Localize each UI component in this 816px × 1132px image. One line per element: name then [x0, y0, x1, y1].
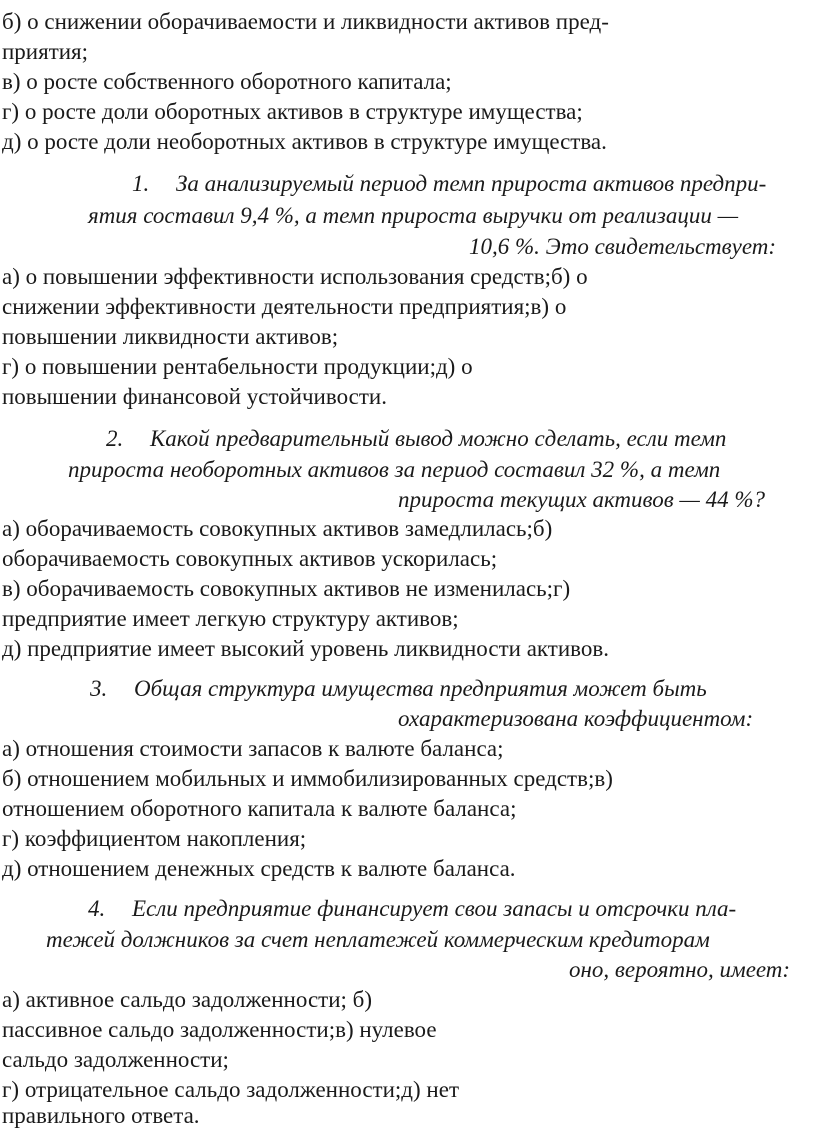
- question-3-text-1: Общая структура имущества предприятия может быть: [134, 676, 707, 701]
- q1-answer-3: повышении ликвидности активов;: [2, 324, 339, 349]
- q4-answer-1: а) активное сальдо задолженности; б): [2, 987, 373, 1012]
- q4-answer-2: пассивное сальдо задолженности;в) нулевое: [2, 1017, 437, 1042]
- question-4-text-1: Если предприятие финансирует свои запасы и отсрочки пла-: [132, 896, 737, 921]
- question-2-text-1: Какой предварительный вывод можно сделать, если темп: [150, 426, 727, 451]
- question-1-number: 1.: [132, 171, 150, 196]
- q1-answer-4: г) о повышении рентабельности продукции;д) о: [2, 354, 473, 379]
- q2-answer-4: предприятие имеет легкую структуру активов;: [2, 606, 459, 631]
- question-3-line-2: охарактеризована коэффициентом:: [398, 706, 754, 731]
- q3-answer-3: отношением оборотного капитала к валюте баланса;: [2, 796, 517, 821]
- question-2-number: 2.: [106, 426, 124, 451]
- q4-answer-3: сальдо задолженности;: [2, 1047, 229, 1072]
- question-2-line-3: прироста текущих активов — 44 %?: [398, 487, 766, 512]
- q2-answer-1: а) оборачиваемость совокупных активов замедлилась;б): [2, 516, 553, 541]
- q2-answer-5: д) предприятие имеет высокий уровень ликвидности активов.: [2, 636, 609, 661]
- q2-answer-2: оборачиваемость совокупных активов ускорилась;: [2, 546, 498, 571]
- answer-line-g: г) о росте доли оборотных активов в структуре имущества;: [2, 99, 583, 124]
- answer-line-d: д) о росте доли необоротных активов в структуре имущества.: [2, 129, 607, 154]
- question-2-line-1: [106, 425, 726, 453]
- q4-answer-5: правильного ответа.: [2, 1103, 200, 1128]
- question-1-text-1: За анализируемый период темп прироста активов предпри-: [176, 171, 767, 196]
- question-4-line-1: [88, 895, 736, 923]
- question-2-line-2: прироста необоротных активов за период составил 32 %, а темп: [68, 457, 721, 482]
- q1-answer-2: снижении эффективности деятельности предприятия;в) о: [2, 294, 567, 319]
- question-4-line-2: тежей должников за счет неплатежей коммерческим кредиторам: [46, 927, 710, 952]
- question-3-line-1: [90, 675, 707, 703]
- question-4-number: 4.: [88, 896, 106, 921]
- q2-answer-3: в) оборачиваемость совокупных активов не изменилась;г): [2, 576, 571, 601]
- answer-line-b: б) о снижении оборачиваемости и ликвидности активов пред-: [2, 9, 609, 34]
- q4-answer-4: г) отрицательное сальдо задолженности;д) нет: [2, 1077, 459, 1102]
- q3-answer-1: а) отношения стоимости запасов к валюте баланса;: [2, 736, 504, 761]
- q3-answer-4: г) коэффициентом накопления;: [2, 826, 307, 851]
- question-1-line-2: ятия составил 9,4 %, а темп прироста выручки от реализации —: [88, 203, 739, 228]
- q3-answer-2: б) отношением мобильных и иммобилизированных средств;в): [2, 766, 613, 791]
- answer-line-b-cont: приятия;: [2, 39, 89, 64]
- question-1-line-3: 10,6 %. Это свидетельствует:: [469, 234, 777, 259]
- question-1-line-1: [132, 170, 766, 198]
- q1-answer-5: повышении финансовой устойчивости.: [2, 384, 387, 409]
- q3-answer-5: д) отношением денежных средств к валюте баланса.: [2, 856, 516, 881]
- q1-answer-1: а) о повышении эффективности использования средств;б) о: [2, 264, 588, 289]
- question-4-line-3: оно, вероятно, имеет:: [569, 957, 791, 982]
- question-3-number: 3.: [90, 676, 108, 701]
- answer-line-v: в) о росте собственного оборотного капитала;: [2, 69, 452, 94]
